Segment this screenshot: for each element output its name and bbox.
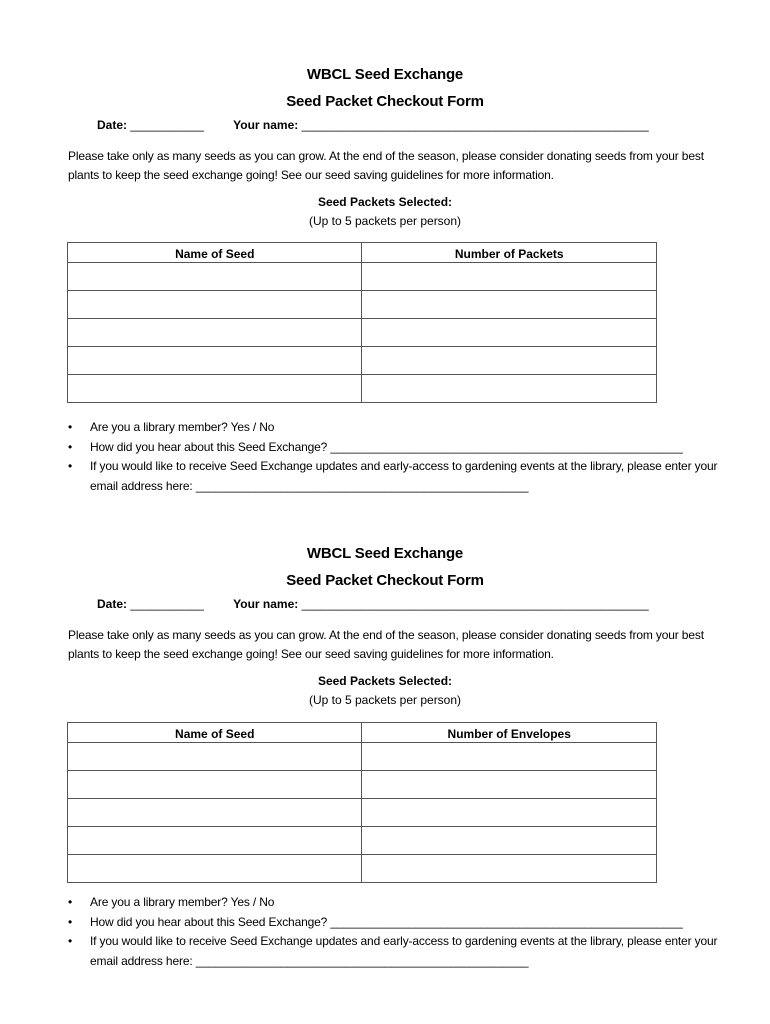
questions-list xyxy=(68,418,748,496)
table-row xyxy=(68,375,657,403)
library-member-question[interactable]: Are you a library member? Yes / No xyxy=(90,420,275,434)
table-row xyxy=(68,291,657,319)
packet-limit-note: (Up to 5 packets per person) xyxy=(308,214,462,228)
form-subtitle: Seed Packet Checkout Form xyxy=(286,572,484,589)
list-item xyxy=(68,418,748,438)
email-question[interactable]: If you would like to receive Seed Exchange updates and early-access to gardening events at the library, please enter your email address here: ___________________________________________________ xyxy=(90,934,718,968)
packet-count-cell[interactable] xyxy=(362,375,657,403)
envelope-count-cell[interactable] xyxy=(362,799,657,827)
packet-limit-note: (Up to 5 packets per person) xyxy=(308,693,462,707)
intro-paragraph: Please take only as many seeds as you can grow. At the end of the season, please consider donating seeds from your best plants to keep the seed exchange going! See our seed saving guidelines for more information. xyxy=(68,628,704,661)
envelope-count-cell[interactable] xyxy=(362,771,657,799)
date-field[interactable]: ___________ xyxy=(130,118,204,132)
packet-count-cell[interactable] xyxy=(362,291,657,319)
bullet-icon: • xyxy=(68,914,73,929)
list-item xyxy=(68,932,748,971)
questions-list xyxy=(68,893,748,971)
packet-count-cell[interactable] xyxy=(362,319,657,347)
library-member-question[interactable]: Are you a library member? Yes / No xyxy=(90,895,275,909)
seed-name-cell[interactable] xyxy=(68,263,362,291)
table-row xyxy=(68,263,657,291)
table-header-row xyxy=(68,243,657,263)
seed-name-cell[interactable] xyxy=(68,291,362,319)
date-name-line xyxy=(97,597,649,611)
seed-name-cell[interactable] xyxy=(68,771,362,799)
date-label: Date: xyxy=(97,597,128,611)
name-field[interactable]: ____________________________________________________ xyxy=(301,597,649,611)
table-row xyxy=(68,827,657,855)
how-heard-question[interactable]: How did you hear about this Seed Exchange? ______________________________________________________ xyxy=(90,439,683,454)
packet-count-cell[interactable] xyxy=(362,263,657,291)
seed-name-cell[interactable] xyxy=(68,375,362,403)
name-field[interactable]: ____________________________________________________ xyxy=(301,118,649,132)
date-field[interactable]: ___________ xyxy=(130,597,204,611)
seed-name-cell[interactable] xyxy=(68,347,362,375)
form-title: WBCL Seed Exchange xyxy=(306,545,464,562)
table-row xyxy=(68,799,657,827)
seed-name-cell[interactable] xyxy=(68,319,362,347)
packet-count-cell[interactable] xyxy=(362,347,657,375)
intro-paragraph: Please take only as many seeds as you can grow. At the end of the season, please consider donating seeds from your best plants to keep the seed exchange going! See our seed saving guidelines for more information. xyxy=(68,149,704,182)
number-of-envelopes-header: Number of Envelopes xyxy=(362,723,657,743)
table-row xyxy=(68,319,657,347)
seed-name-cell[interactable] xyxy=(68,855,362,883)
number-of-packets-header: Number of Packets xyxy=(362,243,657,263)
seed-name-cell[interactable] xyxy=(68,827,362,855)
bullet-icon: • xyxy=(68,459,73,473)
seed-packets-selected-label: Seed Packets Selected: xyxy=(317,674,453,688)
table-row xyxy=(68,743,657,771)
table-row xyxy=(68,347,657,375)
list-item xyxy=(68,913,748,933)
email-question[interactable]: If you would like to receive Seed Exchange updates and early-access to gardening events at the library, please enter your email address here: ___________________________________________________ xyxy=(90,459,718,493)
bullet-icon: • xyxy=(68,439,73,454)
bullet-icon: • xyxy=(68,934,73,948)
form-title: WBCL Seed Exchange xyxy=(306,66,464,83)
bullet-icon: • xyxy=(68,420,73,434)
seed-name-cell[interactable] xyxy=(68,799,362,827)
envelope-count-cell[interactable] xyxy=(362,743,657,771)
list-item xyxy=(68,457,748,496)
seed-name-cell[interactable] xyxy=(68,743,362,771)
how-heard-question[interactable]: How did you hear about this Seed Exchange? ______________________________________________________ xyxy=(90,914,683,929)
list-item xyxy=(68,438,748,458)
form-subtitle: Seed Packet Checkout Form xyxy=(286,93,484,110)
envelope-count-cell[interactable] xyxy=(362,855,657,883)
seed-packets-selected-label: Seed Packets Selected: xyxy=(317,195,453,209)
table-row xyxy=(68,855,657,883)
name-of-seed-header: Name of Seed xyxy=(68,243,362,263)
date-name-line xyxy=(97,118,649,132)
name-of-seed-header: Name of Seed xyxy=(68,723,362,743)
list-item xyxy=(68,893,748,913)
name-label: Your name: xyxy=(233,118,299,132)
table-row xyxy=(68,771,657,799)
date-label: Date: xyxy=(97,118,128,132)
envelope-count-cell[interactable] xyxy=(362,827,657,855)
seed-table xyxy=(67,242,657,403)
bullet-icon: • xyxy=(68,895,73,909)
seed-table xyxy=(67,722,657,883)
name-label: Your name: xyxy=(233,597,299,611)
table-header-row xyxy=(68,723,657,743)
